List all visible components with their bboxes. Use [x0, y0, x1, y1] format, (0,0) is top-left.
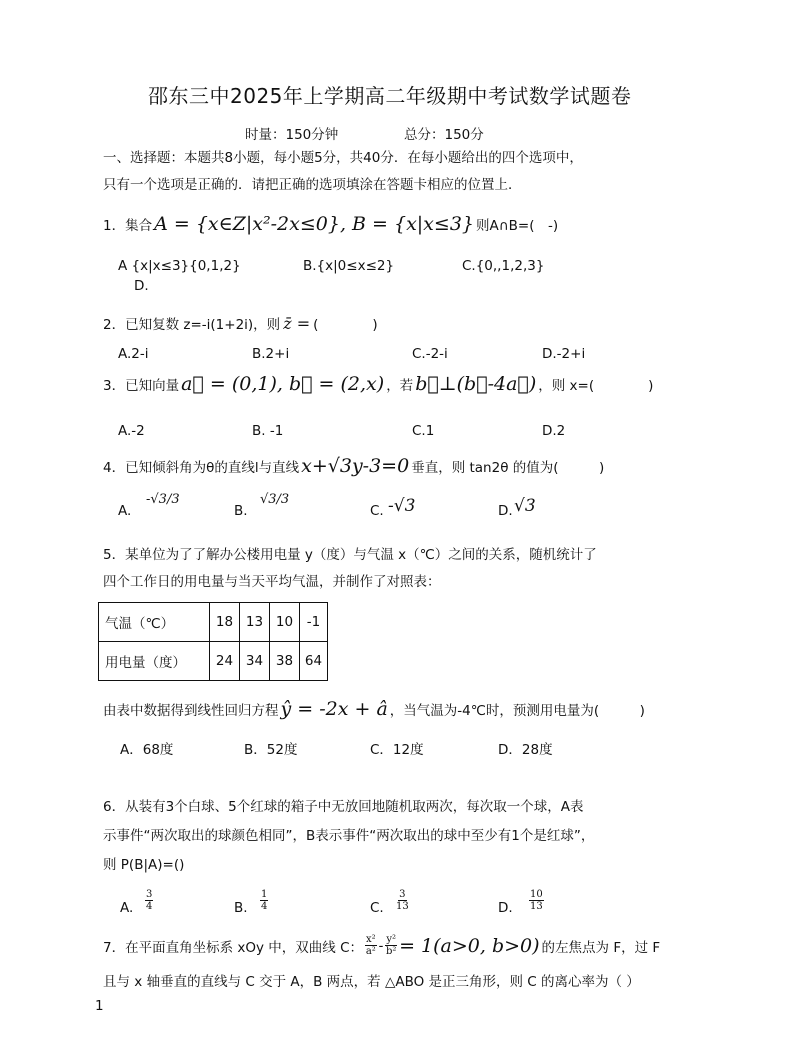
q7-math: = 1(a>0, b>0): [399, 934, 540, 957]
fraction-numerator: y²: [386, 934, 397, 945]
table-cell: 10: [270, 603, 300, 642]
q6-line2: 示事件“两次取出的球颜色相同”，B表示事件“两次取出的球中至少有1个是红球”，: [103, 828, 595, 844]
q2-option-c: C.-2-i: [412, 346, 448, 362]
q6-option-d: D.: [498, 900, 513, 916]
q4-option-a: A.: [118, 503, 132, 519]
q2-option-b: B.2+i: [252, 346, 290, 362]
q3-math2: b⃗⊥(b⃗-4a⃗): [415, 373, 537, 395]
q2-stem-post: ( ): [313, 317, 378, 333]
q2-option-d: D.-2+i: [542, 346, 586, 362]
q5-option-b: B．52度: [244, 742, 298, 758]
question-2-stem: [103, 313, 378, 333]
fraction-denominator: 4: [146, 901, 153, 912]
q1-stem-post: 则A∩B=( -): [476, 218, 559, 234]
q6-option-a: A.: [120, 900, 134, 916]
fraction-denominator: 4: [261, 901, 268, 912]
table-row: [99, 603, 328, 642]
q5-line2: 四个工作日的用电量与当天平均气温，并制作了对照表：: [103, 574, 441, 590]
fraction-numerator: 3: [146, 889, 153, 900]
q5-option-c: C．12度: [370, 742, 424, 758]
q4-stem-pre: 4．已知倾斜角为θ的直线l与直线: [103, 460, 300, 476]
q1-option-a: A {x|x≤3}{0,1,2}: [118, 258, 241, 274]
table-cell: 34: [240, 642, 270, 681]
q5-option-a: A．68度: [120, 742, 174, 758]
table-cell: -1: [300, 603, 328, 642]
table-cell: 24: [210, 642, 240, 681]
table-cell: 18: [210, 603, 240, 642]
q3-stem-pre: 3．已知向量: [103, 378, 180, 394]
q5-line1: 5．某单位为了了解办公楼用电量 y（度）与气温 x（℃）之间的关系，随机统计了: [103, 547, 597, 563]
q4-option-c-math: -√3: [388, 496, 416, 516]
q6-option-b-fraction: [260, 889, 268, 912]
q2-math: z̄ =: [283, 313, 311, 333]
q5-regression-math: ŷ = -2x + â: [280, 698, 388, 720]
q5-option-d: D．28度: [498, 742, 553, 758]
q6-option-c: C.: [370, 900, 384, 916]
fraction-numerator: 3: [399, 889, 406, 900]
fraction-denominator: b²: [386, 946, 397, 957]
q7-line1-pre: 7．在平面直角坐标系 xOy 中，双曲线 C：: [103, 939, 363, 956]
q3-option-c: C.1: [412, 423, 435, 439]
q6-option-c-fraction: [396, 889, 409, 912]
fraction-numerator: 10: [530, 889, 543, 900]
q1-stem-pre: 1．集合: [103, 218, 153, 234]
question-1-stem: [103, 213, 558, 235]
table-row-label: 气温（℃）: [99, 603, 210, 642]
q5-after-table: [103, 698, 645, 720]
page-number: 1: [95, 998, 104, 1014]
q7-line2: 且与 x 轴垂直的直线与 C 交于 A，B 两点，若 △ABO 是正三角形，则 C 的离心率为（ ）: [103, 974, 640, 990]
fraction-numerator: x²: [366, 934, 376, 945]
q2-stem-pre: 2．已知复数 z=-i(1+2i)，则: [103, 317, 281, 333]
section-instructions-line1: 一、选择题：本题共8小题，每小题5分，共40分．在每小题给出的四个选项中，: [103, 150, 583, 166]
q6-line1: 6．从装有3个白球、5个红球的箱子中无放回地随机取两次，每次取一个球，A表: [103, 799, 584, 815]
q3-math: a⃗ = (0,1), b⃗ = (2,x): [181, 373, 385, 395]
fraction-denominator: 13: [396, 901, 409, 912]
table-row: [99, 642, 328, 681]
section-instructions-line2: 只有一个选项是正确的．请把正确的选项填涂在答题卡相应的位置上．: [103, 177, 522, 193]
fraction-denominator: a²: [365, 946, 376, 957]
exam-score: 总分：150分: [404, 127, 484, 143]
fraction-denominator: 13: [530, 901, 543, 912]
q4-option-d-math: √3: [514, 496, 536, 516]
q6-option-b: B.: [234, 900, 248, 916]
q3-option-a: A.-2: [118, 423, 145, 439]
q4-option-b-math: √3/3: [260, 492, 290, 507]
q5-after-post: ，当气温为-4℃时，预测用电量为( ): [389, 703, 645, 719]
question-3-stem: [103, 373, 653, 395]
question-4-stem: [103, 455, 604, 477]
q3-option-b: B. -1: [252, 423, 284, 439]
exam-time: 时量：150分钟: [245, 127, 339, 143]
table-cell: 64: [300, 642, 328, 681]
q6-option-a-fraction: [145, 889, 153, 912]
page-title: 邵东三中2025年上学期高二年级期中考试数学试题卷: [148, 84, 632, 108]
q3-stem-post: ，则 x=( ): [538, 378, 654, 394]
minus-sign: -: [378, 937, 384, 954]
q1-math: A = {x∈Z|x²-2x≤0}, B = {x|x≤3}: [154, 213, 474, 235]
question-7-stem: [103, 934, 660, 957]
q3-option-d: D.2: [542, 423, 566, 439]
q5-data-table: [98, 602, 328, 681]
q4-option-d: D.: [498, 503, 513, 519]
q4-stem-post: 垂直，则 tan2θ 的值为( ): [411, 460, 605, 476]
q5-after-pre: 由表中数据得到线性回归方程: [103, 703, 279, 719]
q3-mid: ，若: [386, 378, 414, 394]
q6-option-d-fraction: [529, 889, 544, 912]
q7-frac-y: [385, 934, 397, 957]
table-cell: 13: [240, 603, 270, 642]
q4-math: x+√3y-3=0: [301, 455, 410, 477]
q1-option-c: C.{0,,1,2,3}: [462, 258, 545, 274]
table-cell: 38: [270, 642, 300, 681]
table-row-label: 用电量（度）: [99, 642, 210, 681]
q2-option-a: A.2-i: [118, 346, 149, 362]
fraction-numerator: 1: [261, 889, 268, 900]
q4-option-c: C.: [370, 503, 384, 519]
q1-option-d: D.: [134, 278, 149, 294]
q4-option-a-math: -√3/3: [146, 492, 180, 507]
q6-line3: 则 P(B|A)=(): [103, 857, 185, 873]
q7-line1-post: 的左焦点为 F，过 F: [541, 939, 661, 956]
q7-frac-x: [365, 934, 377, 957]
q4-option-b: B.: [234, 503, 248, 519]
q1-option-b: B.{x|0≤x≤2}: [303, 258, 395, 274]
